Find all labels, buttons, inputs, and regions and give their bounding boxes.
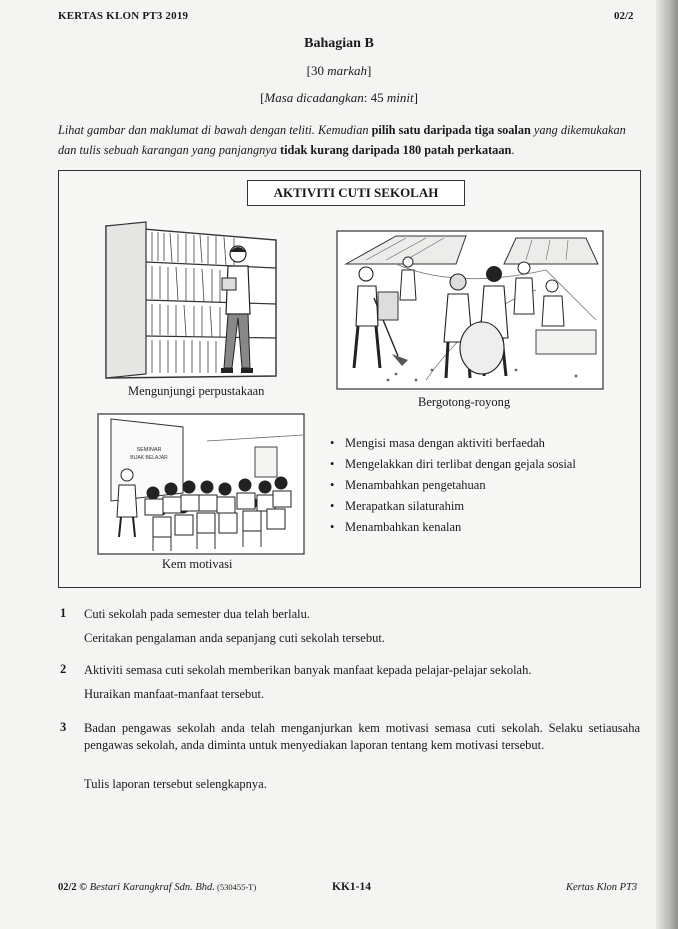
- header-paper-code: 02/2: [614, 10, 634, 22]
- footer-copyright: 02/2 © Bestari Karangkraf Sdn. Bhd. (530455-T): [58, 882, 257, 893]
- footer-page-code: KK1-14: [332, 881, 371, 893]
- question-number: 3: [60, 720, 67, 734]
- benefit-item: • Menambahkan pengetahuan: [330, 475, 576, 496]
- board-text-2: BIJAK BELAJAR: [130, 455, 168, 461]
- section-marks: [30 markah]: [306, 63, 372, 78]
- section-time: [Masa dicadangkan: 45 minit]: [260, 90, 418, 105]
- section-title: Bahagian B: [304, 36, 374, 51]
- caption-library: Mengunjungi perpustakaan: [128, 384, 265, 398]
- question-3-line-2: Tulis laporan tersebut selengkapnya.: [84, 777, 267, 791]
- caption-gotong: Bergotong-royong: [418, 395, 511, 409]
- benefit-item: • Menambahkan kenalan: [330, 517, 576, 538]
- question-1-line-1: Cuti sekolah pada semester dua telah berlalu.: [84, 607, 310, 621]
- benefit-item: • Mengelakkan diri terlibat dengan gejala sosial: [330, 454, 576, 475]
- book-spine-shadow: [656, 0, 678, 929]
- question-1-line-2: Ceritakan pengalaman anda sepanjang cuti sekolah tersebut.: [84, 631, 385, 645]
- question-number: 2: [60, 662, 67, 676]
- library-illustration: [100, 218, 292, 384]
- benefit-item: • Merapatkan silaturahim: [330, 496, 576, 517]
- kem-motivasi-illustration: [97, 413, 305, 555]
- question-2-line-1: Aktiviti semasa cuti sekolah memberikan banyak manfaat kepada pelajar-pelajar sekolah.: [84, 663, 532, 677]
- benefit-item: • Mengisi masa dengan aktiviti berfaedah: [330, 433, 576, 454]
- header-title: KERTAS KLON PT3 2019: [58, 10, 189, 22]
- instruction-text: Lihat gambar dan maklumat di bawah dengan teliti. Kemudian pilih satu daripada tiga soalan yang dikemukakan dan tulis sebuah karangan yang panjangnya tidak kurang daripada 180 patah perkataan.: [58, 123, 626, 157]
- stimulus-title: AKTIVITI CUTI SEKOLAH: [247, 180, 465, 206]
- question-3-line-1: Badan pengawas sekolah anda telah menganjurkan kem motivasi semasa cuti sekolah. Selaku setiausaha pengawas sekolah, anda diminta untuk menyediakan laporan tentang kem motivasi tersebut.: [84, 721, 640, 752]
- caption-kem: Kem motivasi: [162, 557, 233, 571]
- question-number: 1: [60, 606, 67, 620]
- board-text-1: SEMINAR: [136, 447, 162, 453]
- gotong-royong-illustration: [336, 230, 604, 390]
- question-2-line-2: Huraikan manfaat-manfaat tersebut.: [84, 687, 265, 701]
- benefits-list: [330, 433, 576, 538]
- footer-series: Kertas Klon PT3: [566, 882, 638, 893]
